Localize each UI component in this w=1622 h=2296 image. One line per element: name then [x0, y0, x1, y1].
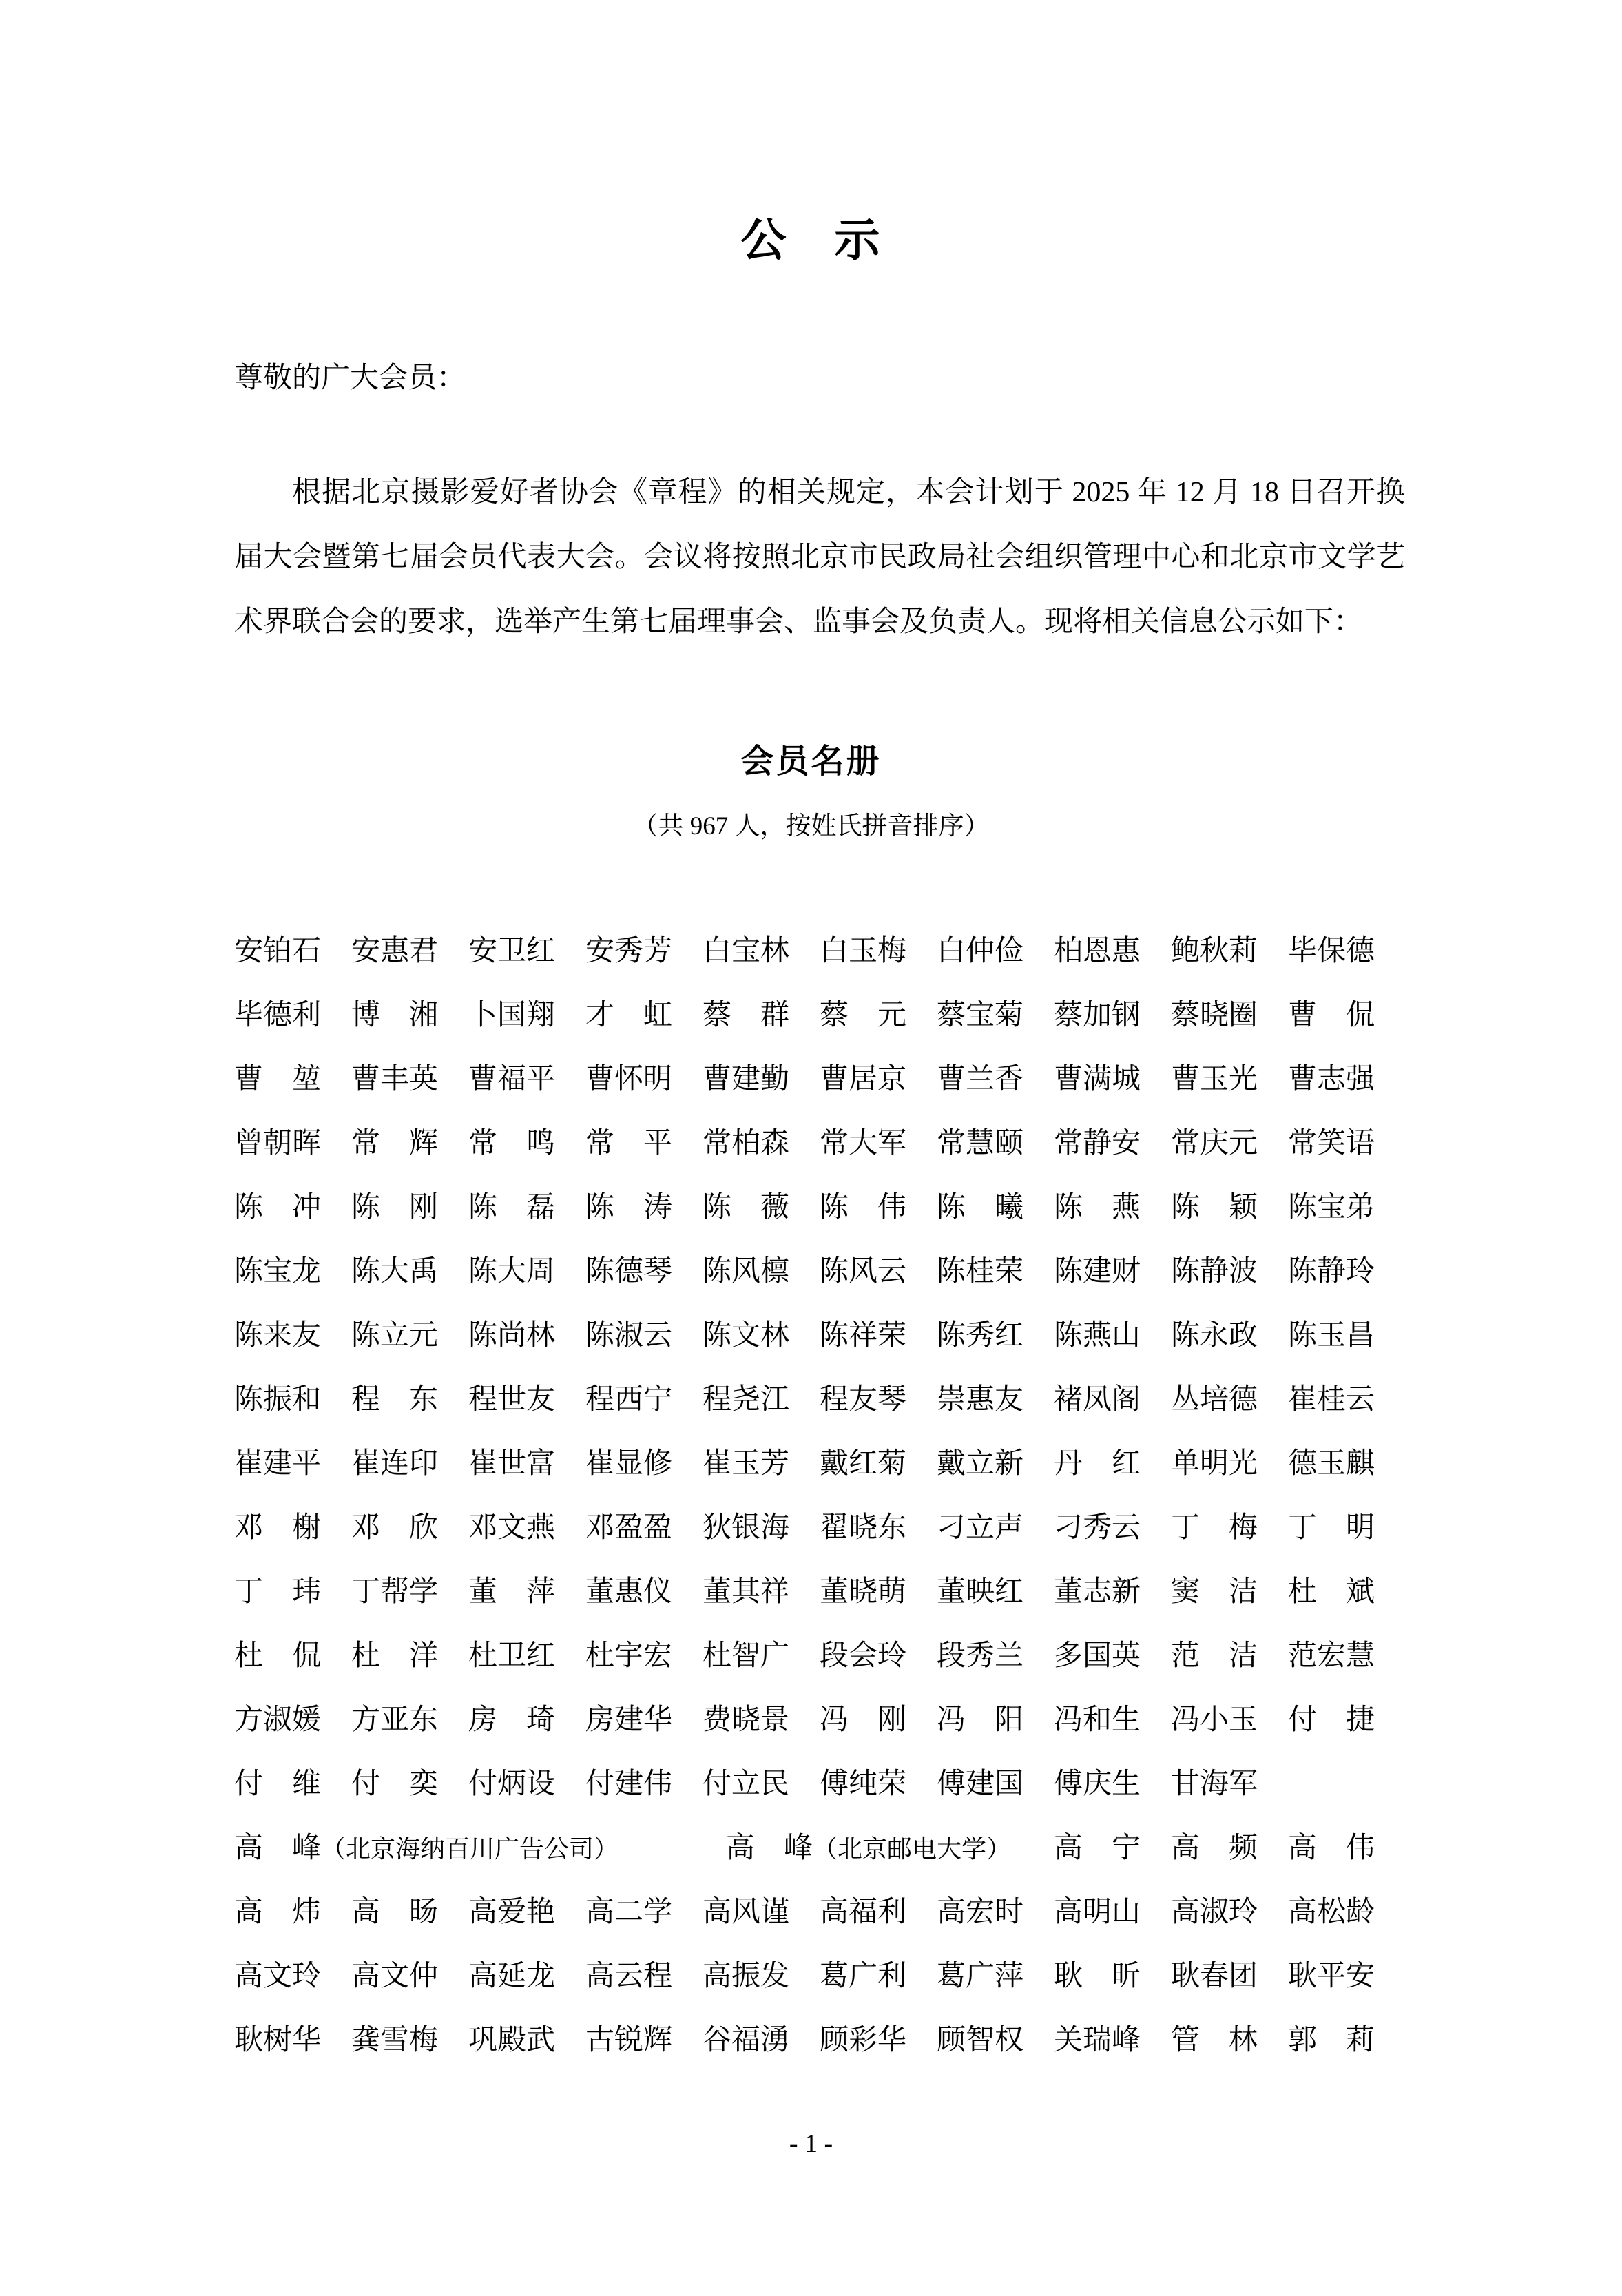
member-name: 刁立声: [937, 1511, 1024, 1544]
member-name: 巩殿武: [468, 2024, 556, 2056]
member-name: 陈玉昌: [1288, 1319, 1375, 1352]
name-row: [234, 1365, 1405, 1429]
member-name: 常静安: [1054, 1127, 1141, 1159]
name-row: [234, 1877, 1405, 1941]
member-name: 曹居京: [820, 1063, 907, 1095]
member-name: 曹建勤: [703, 1063, 790, 1095]
member-name: 邓文燕: [468, 1511, 556, 1544]
name-row: [234, 1493, 1405, 1557]
member-name: 陈文林: [703, 1319, 790, 1352]
member-name: 安惠君: [351, 935, 439, 967]
member-name: 古锐辉: [585, 2024, 673, 2056]
member-name: 高文玲: [234, 1960, 322, 1992]
member-name: 丁玮: [234, 1575, 321, 1608]
member-name: 陈静玲: [1288, 1255, 1375, 1287]
member-name: 常柏森: [703, 1127, 790, 1159]
member-name: 曾朝晖: [234, 1127, 322, 1159]
member-name: 杜侃: [234, 1640, 321, 1672]
member-name: 陈来友: [234, 1319, 322, 1352]
member-name: 高峰（北京海纳百川广告公司）: [234, 1832, 619, 1864]
member-name: 陈立元: [351, 1319, 439, 1352]
member-name: 陈涛: [585, 1191, 672, 1223]
member-name: 丁帮学: [351, 1575, 439, 1608]
member-name: 曹福平: [468, 1063, 556, 1095]
member-name: 关瑞峰: [1054, 2024, 1141, 2056]
member-name: 曹丰英: [351, 1063, 439, 1095]
member-name: 陈淑云: [585, 1319, 673, 1352]
member-name: 陈宝弟: [1288, 1191, 1375, 1223]
member-name: 陈桂荣: [937, 1255, 1024, 1287]
member-name: 曹侃: [1288, 999, 1375, 1031]
page-title: 公 示: [740, 216, 882, 266]
member-name: 白仲俭: [937, 935, 1024, 967]
member-affiliation: （北京邮电大学）: [813, 1834, 1012, 1863]
member-name: 房琦: [468, 1704, 555, 1736]
member-name: 高文仲: [351, 1960, 439, 1992]
member-name: 傅庆生: [1054, 1768, 1141, 1800]
name-row: [234, 1557, 1405, 1621]
member-name: 毕保德: [1288, 935, 1375, 967]
member-name: 邓欣: [351, 1511, 438, 1544]
member-grid: [234, 916, 1405, 2069]
member-name: 付维: [234, 1768, 321, 1800]
member-name: 高福利: [820, 1896, 907, 1928]
member-name: 博湘: [351, 999, 438, 1031]
member-name: 崇惠友: [937, 1383, 1024, 1416]
member-name: 戴立新: [937, 1447, 1024, 1480]
member-name: 甘海军: [1171, 1768, 1258, 1800]
member-name: 常慧颐: [937, 1127, 1024, 1159]
member-name: 鲍秋莉: [1171, 935, 1258, 967]
member-name: 高宁: [1054, 1832, 1141, 1864]
member-name: 范洁: [1171, 1640, 1258, 1672]
member-name: 白宝林: [703, 935, 790, 967]
member-name: 付立民: [703, 1768, 790, 1800]
member-name: 蔡晓圈: [1171, 999, 1258, 1031]
member-name: 董惠仪: [585, 1575, 673, 1608]
member-name: 崔玉芳: [703, 1447, 790, 1480]
member-name: 顾彩华: [820, 2024, 907, 2056]
member-name: 陈德琴: [585, 1255, 673, 1287]
member-name: 崔建平: [234, 1447, 322, 1480]
member-name: 曹玉光: [1171, 1063, 1258, 1095]
member-name: 单明光: [1171, 1447, 1258, 1480]
member-name: 付炳设: [468, 1768, 556, 1800]
member-name: 段秀兰: [937, 1640, 1024, 1672]
member-name: 付捷: [1288, 1704, 1375, 1736]
member-name: 程尧江: [703, 1383, 790, 1416]
page-number: - 1 -: [789, 2129, 833, 2158]
member-name: 高振发: [703, 1960, 790, 1992]
member-name: 多国英: [1054, 1640, 1141, 1672]
member-name: 陈刚: [351, 1191, 438, 1223]
member-name: 陈曦: [937, 1191, 1023, 1223]
member-name: 程西宁: [585, 1383, 673, 1416]
member-name: 高云程: [585, 1960, 673, 1992]
member-name: 常平: [585, 1127, 672, 1159]
member-name: 顾智权: [937, 2024, 1024, 2056]
member-name: 安卫红: [468, 935, 556, 967]
member-name: 董晓萌: [820, 1575, 907, 1608]
member-name: 冯刚: [820, 1704, 906, 1736]
member-name: 冯和生: [1054, 1704, 1141, 1736]
member-name: 陈冲: [234, 1191, 321, 1223]
member-name: 高二学: [585, 1896, 673, 1928]
member-name: 陈静波: [1171, 1255, 1258, 1287]
member-name: 高炜: [234, 1896, 321, 1928]
name-row: [234, 2005, 1405, 2069]
member-name: 常大军: [820, 1127, 907, 1159]
roster-subtitle: （共 967 人，按姓氏拼音排序）: [632, 812, 990, 840]
name-row: [234, 1749, 1405, 1813]
member-name: 崔显修: [585, 1447, 673, 1480]
member-name: 丁梅: [1171, 1511, 1258, 1544]
member-name: 杜智广: [703, 1640, 790, 1672]
member-name: 陈尚林: [468, 1319, 556, 1352]
member-name: 郭莉: [1288, 2024, 1375, 2056]
member-name: 费晓景: [703, 1704, 790, 1736]
member-name: 丁明: [1288, 1511, 1375, 1544]
member-name: 曹志强: [1288, 1063, 1375, 1095]
member-name: 翟晓东: [820, 1511, 907, 1544]
name-row: [234, 1685, 1405, 1749]
name-row: [234, 1172, 1405, 1237]
member-name: 陈磊: [468, 1191, 555, 1223]
member-name: 段会玲: [820, 1640, 907, 1672]
name-row: [234, 1941, 1405, 2005]
member-name: 毕德利: [234, 999, 322, 1031]
name-row: [234, 980, 1405, 1044]
member-name: 耿平安: [1288, 1960, 1375, 1992]
name-row: [234, 1429, 1405, 1493]
member-name: 德玉麒: [1288, 1447, 1375, 1480]
name-row: [234, 1237, 1405, 1301]
member-name: 常鸣: [468, 1127, 555, 1159]
member-name: 杜洋: [351, 1640, 438, 1672]
member-name: 傅建国: [937, 1768, 1024, 1800]
member-name: 董志新: [1054, 1575, 1141, 1608]
member-name: 耿树华: [234, 2024, 322, 2056]
member-name: 才虹: [585, 999, 672, 1031]
member-name: 陈颖: [1171, 1191, 1258, 1223]
member-name: 蔡群: [703, 999, 789, 1031]
member-name: 杜斌: [1288, 1575, 1375, 1608]
member-name: 付奕: [351, 1768, 438, 1800]
member-name: 崔连印: [351, 1447, 439, 1480]
member-name: 耿春团: [1171, 1960, 1258, 1992]
member-name: 蔡元: [820, 999, 906, 1031]
member-name: 高延龙: [468, 1960, 556, 1992]
member-name: 管林: [1171, 2024, 1258, 2056]
member-name: 杜卫红: [468, 1640, 556, 1672]
member-name: 程世友: [468, 1383, 556, 1416]
member-name: 付建伟: [585, 1768, 673, 1800]
name-row: [234, 1813, 1405, 1877]
member-name: 陈燕: [1054, 1191, 1141, 1223]
member-name: 方淑媛: [234, 1704, 322, 1736]
name-row: [234, 916, 1405, 980]
member-name: 卜国翔: [468, 999, 556, 1031]
member-name: 邓榭: [234, 1511, 321, 1544]
member-name: 崔世富: [468, 1447, 556, 1480]
member-name: 曹堃: [234, 1063, 321, 1095]
member-name: 陈永政: [1171, 1319, 1258, 1352]
member-name: 陈振和: [234, 1383, 322, 1416]
member-name: 冯小玉: [1171, 1704, 1258, 1736]
member-name: 葛广利: [820, 1960, 907, 1992]
member-name: 陈建财: [1054, 1255, 1141, 1287]
member-name: 蔡宝菊: [937, 999, 1024, 1031]
member-name: 冯阳: [937, 1704, 1023, 1736]
member-name: 董萍: [468, 1575, 555, 1608]
name-row: [234, 1044, 1405, 1108]
member-name: 安秀芳: [585, 935, 673, 967]
member-name: 曹怀明: [585, 1063, 673, 1095]
member-name: 曹兰香: [937, 1063, 1024, 1095]
member-name: 高爱艳: [468, 1896, 556, 1928]
member-name: 傅纯荣: [820, 1768, 907, 1800]
member-name: 陈伟: [820, 1191, 906, 1223]
member-name: 安铂石: [234, 935, 322, 967]
member-name: 陈大禹: [351, 1255, 439, 1287]
body-paragraph: 根据北京摄影爱好者协会《章程》的相关规定，本会计划于 2025 年 12 月 18 日召开换届大会暨第七届会员代表大会。会议将按照北京市民政局社会组织管理中心和北京市文学艺术界联合会的要求，选举产生第七届理事会、监事会及负责人。现将相关信息公示如下：: [234, 477, 1405, 638]
member-name: 常辉: [351, 1127, 438, 1159]
member-name: 丛培德: [1171, 1383, 1258, 1416]
member-name: 高风谨: [703, 1896, 790, 1928]
member-name: 高频: [1171, 1832, 1258, 1864]
member-name: 高松龄: [1288, 1896, 1375, 1928]
member-name: 高伟: [1288, 1832, 1375, 1864]
name-row: [234, 1108, 1405, 1172]
member-affiliation: （北京海纳百川广告公司）: [321, 1834, 619, 1863]
member-name: 杜宇宏: [585, 1640, 673, 1672]
name-row: [234, 1301, 1405, 1365]
member-name: 蔡加钢: [1054, 999, 1141, 1031]
member-name: 曹满城: [1054, 1063, 1141, 1095]
member-name: 程东: [351, 1383, 438, 1416]
member-name: 陈风檩: [703, 1255, 790, 1287]
member-name: 房建华: [585, 1704, 673, 1736]
member-name: 陈燕山: [1054, 1319, 1141, 1352]
member-name: 葛广萍: [937, 1960, 1024, 1992]
member-name: 范宏慧: [1288, 1640, 1375, 1672]
member-name: 陈秀红: [937, 1319, 1024, 1352]
member-name: 董映红: [937, 1575, 1024, 1608]
member-name: 丹红: [1054, 1447, 1141, 1480]
member-name: 耿昕: [1054, 1960, 1141, 1992]
member-name: 刁秀云: [1054, 1511, 1141, 1544]
member-name: 崔桂云: [1288, 1383, 1375, 1416]
member-name: 常笑语: [1288, 1127, 1375, 1159]
member-name: 窦洁: [1171, 1575, 1258, 1608]
salutation: 尊敬的广大会员：: [234, 362, 466, 394]
member-name: 高宏时: [937, 1896, 1024, 1928]
member-name: 高峰（北京邮电大学）: [726, 1832, 1012, 1864]
member-name: 方亚东: [351, 1704, 439, 1736]
member-name: 高明山: [1054, 1896, 1141, 1928]
member-name: 白玉梅: [820, 935, 907, 967]
member-name: 高旸: [351, 1896, 438, 1928]
name-row: [234, 1621, 1405, 1685]
roster-heading: 会员名册: [740, 743, 882, 780]
member-name: 邓盈盈: [585, 1511, 673, 1544]
member-name: 谷福湧: [703, 2024, 790, 2056]
member-name: 褚凤阁: [1054, 1383, 1141, 1416]
member-name: 常庆元: [1171, 1127, 1258, 1159]
member-name: 戴红菊: [820, 1447, 907, 1480]
member-name: 程友琴: [820, 1383, 907, 1416]
member-name: 陈宝龙: [234, 1255, 322, 1287]
member-name: 陈大周: [468, 1255, 556, 1287]
member-name: 狄银海: [703, 1511, 790, 1544]
member-name: 龚雪梅: [351, 2024, 439, 2056]
member-name: 董其祥: [703, 1575, 790, 1608]
member-name: 陈风云: [820, 1255, 907, 1287]
member-name: 陈薇: [703, 1191, 789, 1223]
member-name: 高淑玲: [1171, 1896, 1258, 1928]
member-name: 柏恩惠: [1054, 935, 1141, 967]
member-name: 陈祥荣: [820, 1319, 907, 1352]
